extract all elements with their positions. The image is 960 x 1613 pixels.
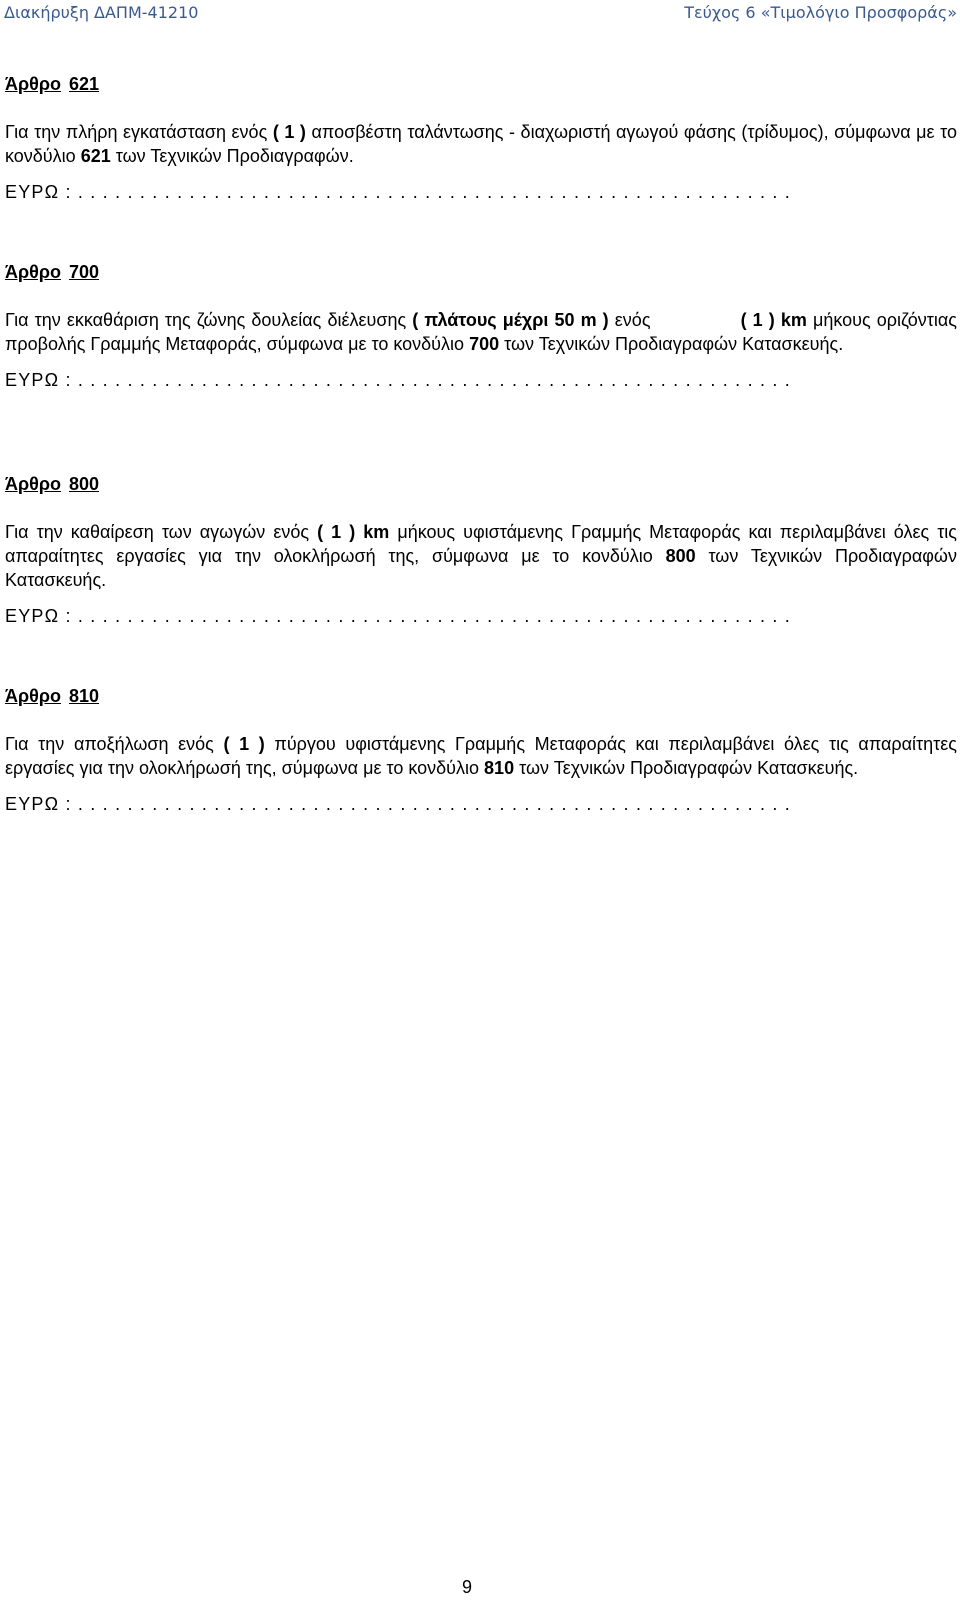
article-description: Για την πλήρη εγκατάσταση ενός ( 1 ) αποσβέστη ταλάντωσης - διαχωριστή αγωγού φάσης (τρίδυμος), σύμφωνα με το κονδύλιο 621 των Τεχνικών Προδιαγραφών. xyxy=(5,122,957,166)
spec-reference: 800 xyxy=(665,546,696,566)
article-description: Για την καθαίρεση των αγωγών ενός ( 1 ) km μήκους υφιστάμενης Γραμμής Μεταφοράς και περιλαμβάνει όλες τις απαραίτητες εργασίες για την ολοκλήρωσή της, σύμφωνα με το κονδύλιο 800 των Τεχνικών Προδιαγραφών Κατασκευής. xyxy=(5,522,957,590)
article-title: Άρθρο 810 xyxy=(5,686,100,706)
quantity: ( 1 ) km xyxy=(317,522,390,542)
header-document-id: Διακήρυξη ΔΑΠΜ-41210 xyxy=(4,3,199,22)
quantity: ( 1 ) xyxy=(272,122,306,142)
article-700 xyxy=(5,260,957,472)
spec-reference: 700 xyxy=(469,334,500,354)
quantity: ( 1 ) km xyxy=(740,310,807,330)
article-621 xyxy=(5,72,957,260)
spec-reference: 810 xyxy=(484,758,515,778)
article-810 xyxy=(5,684,957,896)
article-title: Άρθρο 621 xyxy=(5,74,100,94)
article-title: Άρθρο 800 xyxy=(5,474,100,494)
width-spec: ( πλάτους μέχρι 50 m ) xyxy=(412,310,609,330)
article-800 xyxy=(5,472,957,684)
price-line: ΕΥΡΩ : . . . . . . . . . . . . . . . . . . . . . . . . . . . . . . . . . . . . . . . . . . . . . . . . . . . . . . . . . . xyxy=(5,606,791,626)
price-line: ΕΥΡΩ : . . . . . . . . . . . . . . . . . . . . . . . . . . . . . . . . . . . . . . . . . . . . . . . . . . . . . . . . . . xyxy=(5,794,791,814)
document-body xyxy=(5,72,957,896)
page-header xyxy=(0,0,960,26)
quantity: ( 1 ) xyxy=(223,734,265,754)
page-number: 9 xyxy=(461,1577,472,1597)
article-description: Για την εκκαθάριση της ζώνης δουλείας διέλευσης ( πλάτους μέχρι 50 m ) ενός ( 1 ) km μήκους οριζόντιας προβολής Γραμμής Μεταφοράς, σύμφωνα με το κονδύλιο 700 των Τεχνικών Προδιαγραφών Κατασκευής. xyxy=(5,310,957,354)
article-title: Άρθρο 700 xyxy=(5,262,100,282)
spec-reference: 621 xyxy=(80,146,111,166)
price-line: ΕΥΡΩ : . . . . . . . . . . . . . . . . . . . . . . . . . . . . . . . . . . . . . . . . . . . . . . . . . . . . . . . . . . xyxy=(5,182,791,202)
article-description: Για την αποξήλωση ενός ( 1 ) πύργου υφιστάμενης Γραμμής Μεταφοράς και περιλαμβάνει όλες τις απαραίτητες εργασίες για την ολοκλήρωσή της, σύμφωνα με το κονδύλιο 810 των Τεχνικών Προδιαγραφών Κατασκευής. xyxy=(5,734,957,778)
header-volume-title: Τεύχος 6 «Τιμολόγιο Προσφοράς» xyxy=(684,3,957,22)
price-line: ΕΥΡΩ : . . . . . . . . . . . . . . . . . . . . . . . . . . . . . . . . . . . . . . . . . . . . . . . . . . . . . . . . . . xyxy=(5,370,791,390)
